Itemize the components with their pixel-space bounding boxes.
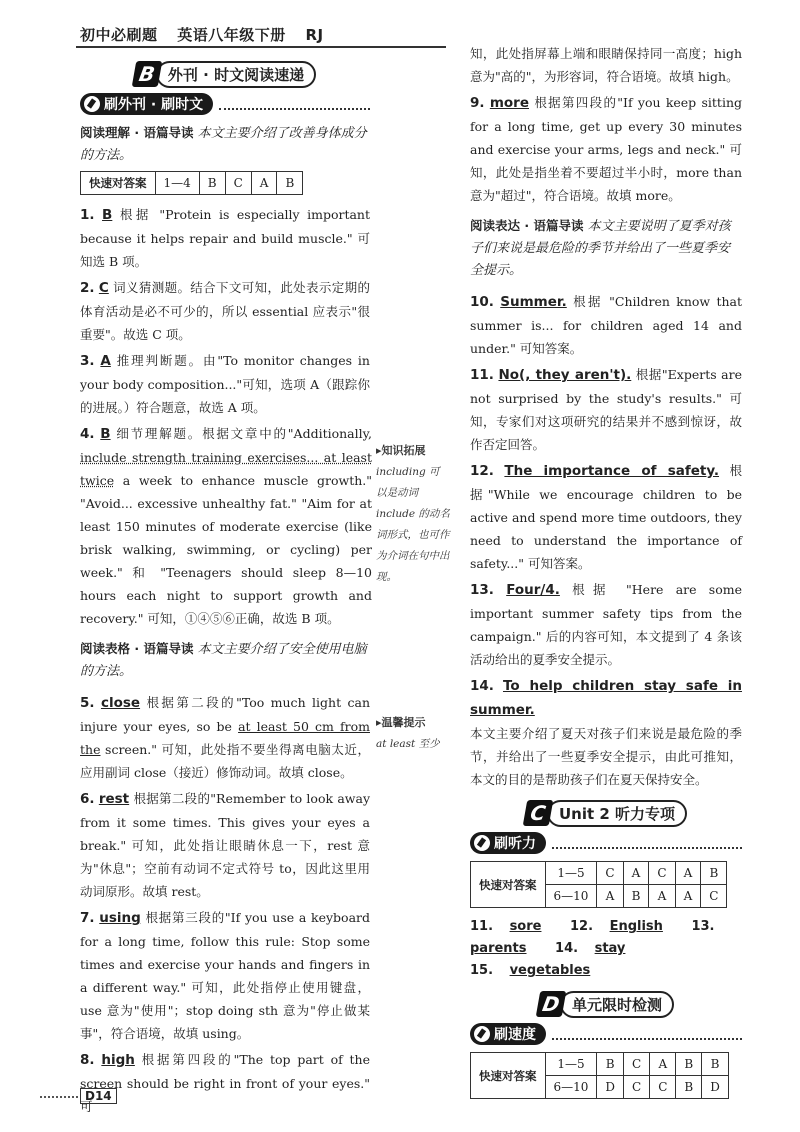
item-text: 根据第四段的"If you keep sitting for a long time, get up every 30 minutes and exercise your arms, legs and neck." 可知，此处是指坐着不要超过半小时，more than 意为"超过"，符合语境。故填 more。 <box>470 95 742 203</box>
answer-cell: B <box>676 1053 702 1076</box>
item-text: 根据"While we encourage children to be active and spend more time outdoors, they need to understand the importance of safety..." 可知答案。 <box>470 463 742 571</box>
item-number: 14. <box>470 678 494 694</box>
brush-icon <box>84 96 100 112</box>
margin-note <box>376 440 450 588</box>
answer-cell: B <box>597 1053 624 1076</box>
fill-item: 13. parents <box>470 919 715 956</box>
guide-text: 本文主要介绍了安全使用电脑的方法。 <box>80 642 367 679</box>
brush-icon <box>474 835 490 851</box>
practice-tag-row <box>470 831 742 855</box>
item-key: rest <box>98 791 130 807</box>
answer-item <box>470 459 742 575</box>
brush-icon <box>474 1026 490 1042</box>
page-number: D14 <box>80 1088 117 1104</box>
item-key: B <box>100 426 111 442</box>
item-text: 根据 "Protein is especially important because it helps repair and build muscle." 可知选 B 项。 <box>80 207 370 269</box>
answer-table <box>470 861 727 908</box>
item-key: high <box>101 1052 135 1068</box>
answer-cell: A <box>675 862 701 885</box>
item-text: 根据"Experts are not surprised by the study's results." 可知，专家们对这项研究的结果并不感到惊讶，故作否定回答。 <box>470 367 742 452</box>
answer-cell: C <box>225 172 251 195</box>
item-key: No(, they aren't). <box>498 367 632 383</box>
item-text: 本文主要介绍了夏天对孩子们来说是最危险的季节，并给出了一些夏季安全提示，由此可推知，本文的目的是帮助孩子们在夏天保持安全。 <box>470 726 742 787</box>
note-text: including 可以是动词 include 的动名词形式，也可作为介词在句中出现。 <box>376 466 450 583</box>
answer-range: 6—10 <box>545 885 597 908</box>
item-text: 根据 "Children know that summer is... for children aged 14 and under." 可知答案。 <box>470 294 742 356</box>
guide-text: 本文主要介绍了改善身体成分的方法。 <box>80 126 367 163</box>
book-title: 初中必刷题 <box>80 26 158 44</box>
answer-label: 快速对答案 <box>471 1053 546 1099</box>
dotted-divider <box>552 1028 742 1040</box>
answer-item <box>470 363 742 456</box>
item-number: 1. <box>80 207 95 223</box>
page-header <box>80 24 338 45</box>
answer-cell: C <box>701 885 727 908</box>
answer-cell: A <box>597 885 623 908</box>
answer-cell: B <box>199 172 225 195</box>
answer-table <box>470 1052 729 1099</box>
practice-tag-label: 刷外刊 · 刷时文 <box>104 97 204 113</box>
item-text: 根据第四段的"The top part of the screen should be right in front of your eyes." 可 <box>80 1052 370 1114</box>
note-tag: ▸温馨提示 <box>376 716 426 729</box>
answer-cell: B <box>623 885 649 908</box>
section-c-banner <box>470 799 742 827</box>
answer-item <box>470 578 742 671</box>
item-text-underlined: at least 50 cm from the <box>80 719 370 757</box>
guide-label: 阅读表格 · 语篇导读 <box>80 641 194 656</box>
fill-item: 11. sore <box>470 919 542 934</box>
item-number: 13. <box>470 582 494 598</box>
reading-guide <box>80 122 370 167</box>
practice-tag-label: 刷听力 <box>494 836 536 852</box>
section-title: 外刊 · 时文阅读速递 <box>156 61 316 88</box>
practice-tag <box>470 832 546 854</box>
item-number: 3. <box>80 353 95 369</box>
header-rule <box>76 46 446 48</box>
item-number: 8. <box>80 1052 95 1068</box>
answer-cell: D <box>597 1076 624 1099</box>
section-letter: D <box>536 991 567 1017</box>
note-text: at least 至少 <box>376 738 440 750</box>
answer-item <box>470 290 742 360</box>
item-number: 7. <box>80 910 95 926</box>
answer-cell: C <box>597 862 623 885</box>
section-letter: C <box>523 800 554 826</box>
item-number: 6. <box>80 791 95 807</box>
item-text: 细节理解题。根据文章中的"Additionally, <box>116 426 372 441</box>
answer-cell: A <box>650 1053 676 1076</box>
answer-item <box>80 906 370 1045</box>
item-text: 根据第二段的"Too much light can injure your eyes, so be <box>80 695 371 734</box>
answer-item-continued <box>470 42 742 88</box>
item-key: more <box>489 95 529 111</box>
answer-range: 1—5 <box>545 1053 597 1076</box>
item-key: The importance of safety. <box>504 463 720 479</box>
answer-item <box>80 691 370 784</box>
answer-item <box>80 422 372 630</box>
practice-tag <box>470 1023 546 1045</box>
answer-cell: A <box>675 885 701 908</box>
section-title: Unit 2 听力专项 <box>547 800 687 827</box>
item-number: 5. <box>80 695 95 711</box>
item-number: 9. <box>470 95 485 111</box>
left-column <box>80 58 370 1121</box>
item-text: 根据第三段的"If you use a keyboard for a long time, follow this rule: Stop some times and exercise your hands and fingers in a different way." 可知，此处指停止使用键盘，use 意为"使用"；stop doing sth 意为"停止做某事"，符合语境，故填 using。 <box>80 910 371 1041</box>
fill-item: 12. English <box>570 919 663 934</box>
footer-dots <box>40 1096 78 1098</box>
item-number: 11. <box>470 367 494 383</box>
subject-title: 英语八年级下册 <box>177 26 286 44</box>
item-key: Summer. <box>500 294 567 310</box>
answer-cell: B <box>676 1076 702 1099</box>
answer-range: 1—5 <box>545 862 597 885</box>
answer-cell: B <box>277 172 303 195</box>
answer-cell: A <box>623 862 649 885</box>
item-text: a week to enhance muscle growth." "Avoid... excessive unhealthy fat." "Aim for at least 150 minutes of moderate exercise (like brisk walking, swimming, or cycling) per week." 和 "Teenagers should sleep 8—10 hours each night to support growth and recovery." 可知，①④⑤⑥正确，故选 B 项。 <box>80 473 372 626</box>
guide-label: 阅读表达 · 语篇导读 <box>470 218 584 233</box>
answer-cell: D <box>702 1076 729 1099</box>
item-text-underlined: include strength training exercises... at least twice <box>80 450 372 488</box>
item-text: 根据第二段的"Remember to look away from it some times. This gives your eyes a break." 可知，此处指让眼睛休息一下，rest 意为"休息"；空前有动词不定式符号 to，因此这里用动词原形。故填 rest。 <box>80 791 371 899</box>
section-letter: B <box>132 61 163 87</box>
item-key: close <box>100 695 141 711</box>
answer-item <box>80 787 370 903</box>
answer-label: 快速对答案 <box>471 862 546 908</box>
item-number: 12. <box>470 463 494 479</box>
fill-item: 15. vegetables <box>470 963 591 978</box>
item-text: screen." 可知，此处指不要坐得离电脑太近，应用副词 close（接近）修饰动词。故填 close。 <box>80 742 370 780</box>
section-b-banner <box>80 60 370 88</box>
item-text: 知，此处指屏幕上端和眼睛保持同一高度；high 意为"高的"，为形容词，符合语境。故填 high。 <box>470 46 742 84</box>
answer-range: 6—10 <box>545 1076 597 1099</box>
reading-guide <box>80 638 370 683</box>
practice-tag <box>80 93 213 115</box>
right-column <box>470 40 742 1107</box>
item-key: To help children stay safe in summer. <box>470 678 742 718</box>
item-number: 2. <box>80 280 95 296</box>
fill-answers <box>470 916 742 982</box>
answer-item <box>80 276 370 346</box>
edition-label: RJ <box>305 26 324 44</box>
answer-item <box>470 674 742 791</box>
answer-label: 快速对答案 <box>81 172 156 195</box>
answer-cell: C <box>624 1076 650 1099</box>
answer-cell: C <box>650 1076 676 1099</box>
answer-item <box>470 91 742 207</box>
guide-label: 阅读理解 · 语篇导读 <box>80 125 194 140</box>
answer-cell: B <box>701 862 727 885</box>
dotted-divider <box>552 837 742 849</box>
section-title: 单元限时检测 <box>560 991 674 1018</box>
answer-range: 1—4 <box>155 172 199 195</box>
section-d-banner <box>470 990 742 1018</box>
answer-item <box>80 203 370 273</box>
answer-table <box>80 171 303 195</box>
item-number: 10. <box>470 294 494 310</box>
answer-cell: A <box>649 885 675 908</box>
item-text: 根据 "Here are some important summer safety tips from the campaign." 后的内容可知，本文提到了 4 条该活动给出的夏季安全提示。 <box>470 582 742 667</box>
practice-tag-label: 刷速度 <box>494 1027 536 1043</box>
fill-item: 14. stay <box>555 941 626 956</box>
item-key: A <box>100 353 111 369</box>
item-key: C <box>98 280 109 296</box>
item-text: 推理判断题。由"To monitor changes in your body composition..."可知，选项 A（跟踪你的进展。）符合题意，故选 A 项。 <box>80 353 370 415</box>
margin-note <box>376 712 450 755</box>
answer-item <box>80 349 370 419</box>
dotted-divider <box>219 98 370 110</box>
answer-cell: B <box>702 1053 729 1076</box>
item-number: 4. <box>80 426 95 442</box>
reading-guide <box>470 215 742 282</box>
practice-tag-row <box>80 92 370 116</box>
answer-cell: C <box>624 1053 650 1076</box>
practice-tag-row <box>470 1022 742 1046</box>
note-tag: ▸知识拓展 <box>376 444 426 457</box>
answer-cell: A <box>251 172 277 195</box>
item-key: B <box>102 207 113 223</box>
item-key: using <box>99 910 141 926</box>
item-key: Four/4. <box>506 582 560 598</box>
answer-item <box>80 1048 370 1118</box>
answer-cell: C <box>649 862 675 885</box>
item-text: 词义猜测题。结合下文可知，此处表示定期的体育活动是必不可少的，所以 essential 应表示"很重要"。故选 C 项。 <box>80 280 370 342</box>
guide-text: 本文主要说明了夏季对孩子们来说是最危险的季节并给出了一些夏季安全提示。 <box>470 219 731 278</box>
